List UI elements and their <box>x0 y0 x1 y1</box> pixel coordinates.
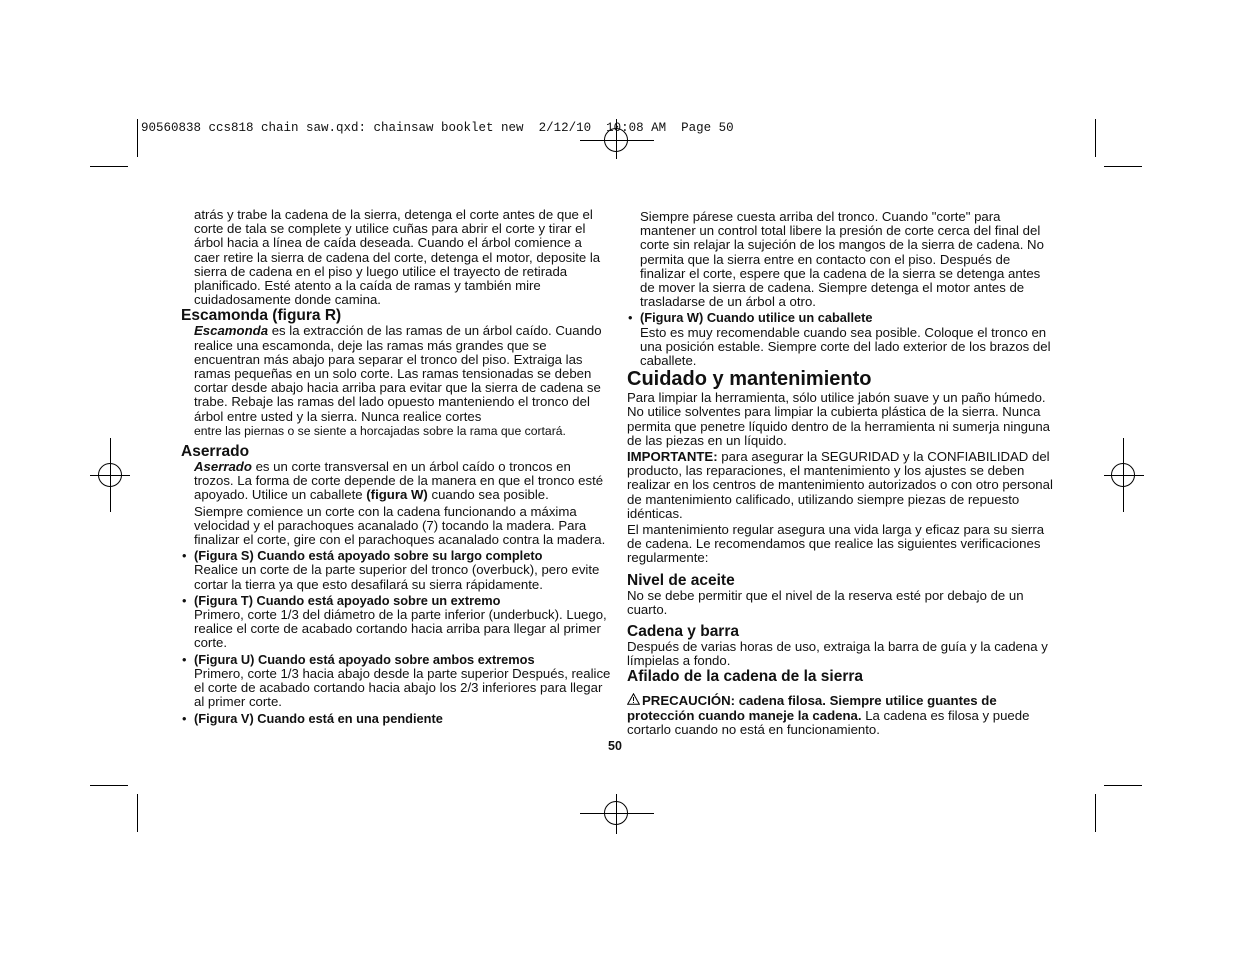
paragraph: Primero, corte 1/3 del diámetro de la parte inferior (underbuck). Luego, realice el corte de acabado cortando hacia arriba para llegar al primer corte. <box>194 607 607 651</box>
paragraph: entre las piernas o se siente a horcajadas sobre la rama que cortará. <box>194 423 566 438</box>
left-column <box>181 208 611 726</box>
registration-circle <box>98 463 122 487</box>
paragraph: Primero, corte 1/3 hacia abajo desde la parte superior Después, realice el corte de acabado cortando hacia abajo los 2/3 inferiores para llegar al primer corte. <box>194 665 611 710</box>
paragraph: No se debe permitir que el nivel de la reserva esté por debajo de un cuarto. <box>627 587 1024 617</box>
crop-mark <box>137 119 138 157</box>
paragraph: Escamonda es la extracción de las ramas de un árbol caído. Cuando realice una escamonda, deje las ramas más grandes que se encuentran más abajo para separar el tronco del piso. Extraiga las ramas pequeñas en un solo corte. Las ramas tensionadas se deben cortar desde abajo hacia arriba para evitar que la sierra de cadena se trabe. Rebaje las ramas del lado opuesto manteniendo el tronco del árbol entre usted y la sierra. Nunca realice cortes <box>194 323 602 424</box>
registration-circle <box>604 801 628 825</box>
paragraph: Para limpiar la herramienta, sólo utilice jabón suave y un paño húmedo. No utilice solventes para limpiar la cubierta plástica de la sierra. Nunca permita que penetre líquido dentro de la herramienta ni sumerja ninguna de las piezas en un líquido. <box>627 390 1050 448</box>
crop-mark <box>1095 119 1096 157</box>
section-heading: Aserrado <box>181 443 250 461</box>
crop-mark <box>90 785 128 786</box>
crop-mark <box>1095 794 1096 832</box>
paragraph: IMPORTANTE: para asegurar la SEGURIDAD y la CONFIABILIDAD del producto, las reparaciones, el mantenimiento y los ajustes se deben realizar en los centros de mantenimiento autorizados o con otro personal de mantenimiento calificado, utilizando siempre piezas de repuesto idénticas. <box>627 449 1053 521</box>
section-heading: Nivel de aceite <box>627 571 735 589</box>
bullet-heading: • (Figura W) Cuando utilice un caballete <box>627 311 1055 325</box>
crop-mark <box>90 166 128 167</box>
paragraph: Después de varias horas de uso, extraiga la barra de guía y la cadena y límpielas a fondo. <box>627 639 1048 669</box>
paragraph: Aserrado es un corte transversal en un árbol caído o troncos en trozos. La forma de corte depende de la manera en que el tronco esté apoyado. Utilice un caballete (figura W) cuando sea posible. <box>194 459 604 503</box>
section-heading: Afilado de la cadena de la sierra <box>627 668 864 686</box>
paragraph: Siempre párese cuesta arriba del tronco. Cuando "corte" para mantener un control total libere la presión de corte cerca del final del corte sin relajar la sujeción de los mangos de la sierra de cadena. No permita que la sierra entre en contacto con el piso. Después de finalizar el corte, espere que la cadena de la sierra se detenga antes de mover la sierra de cadena. Siempre detenga el motor antes de trasladarse de un árbol a otro. <box>640 209 1044 310</box>
registration-circle <box>1111 463 1135 487</box>
bullet-heading: • (Figura T) Cuando está apoyado sobre un extremo <box>181 594 611 608</box>
bullet-heading: • (Figura U) Cuando está apoyado sobre ambos extremos <box>181 653 611 667</box>
section-heading: Cadena y barra <box>627 623 739 641</box>
page-number: 50 <box>608 739 622 753</box>
crop-mark <box>1104 166 1142 167</box>
warning-paragraph: PRECAUCIÓN: cadena filosa. Siempre utilice guantes de protección cuando maneje la cadena. La cadena es filosa y puede cortarlo cuando no está en funcionamiento. <box>627 693 1030 737</box>
warning-triangle-icon <box>627 693 640 708</box>
crop-mark <box>137 794 138 832</box>
right-column <box>627 210 1055 737</box>
bullet-heading: • (Figura S) Cuando está apoyado sobre su largo completo <box>181 549 611 563</box>
paragraph: El mantenimiento regular asegura una vida larga y eficaz para su sierra de cadena. Le recomendamos que realice las siguientes verificaciones regularmente: <box>627 522 1045 566</box>
term: Escamonda <box>194 323 269 339</box>
paragraph: atrás y trabe la cadena de la sierra, detenga el corte antes de que el corte de tala se complete y utilice cuñas para abrir el corte y tirar el árbol hacia a línea de caída deseada. Cuando el árbol comience a caer retire la sierra de cadena del corte, detenga el motor, deposite la sierra de cadena en el piso y luego utilice el trayecto de retirada planificado. Esté atento a la caída de ramas y también mire cuidadosamente donde camina. <box>194 207 601 308</box>
term: Aserrado <box>194 459 252 475</box>
print-slug: 90560838 ccs818 chain saw.qxd: chainsaw booklet new 2/12/10 10:08 AM Page 50 <box>141 121 734 135</box>
paragraph: Siempre comience un corte con la cadena funcionando a máxima velocidad y el parachoques acanalado (7) tocando la madera. Para finalizar el corte, gire con el parachoques acanalado contra la madera. <box>194 503 606 548</box>
section-title: Cuidado y mantenimiento <box>627 368 872 391</box>
crop-mark <box>1104 785 1142 786</box>
bullet-heading: • (Figura V) Cuando está en una pendiente <box>181 712 611 726</box>
section-heading: Escamonda (figura R) <box>181 307 342 325</box>
paragraph: Realice un corte de la parte superior del tronco (overbuck), pero evite cortar la tierra ya que esto desafilará su sierra rápidamente. <box>194 562 600 592</box>
paragraph: Esto es muy recomendable cuando sea posible. Coloque el tronco en una posición estable. Siempre corte del lado exterior de los brazos del caballete. <box>640 324 1051 369</box>
